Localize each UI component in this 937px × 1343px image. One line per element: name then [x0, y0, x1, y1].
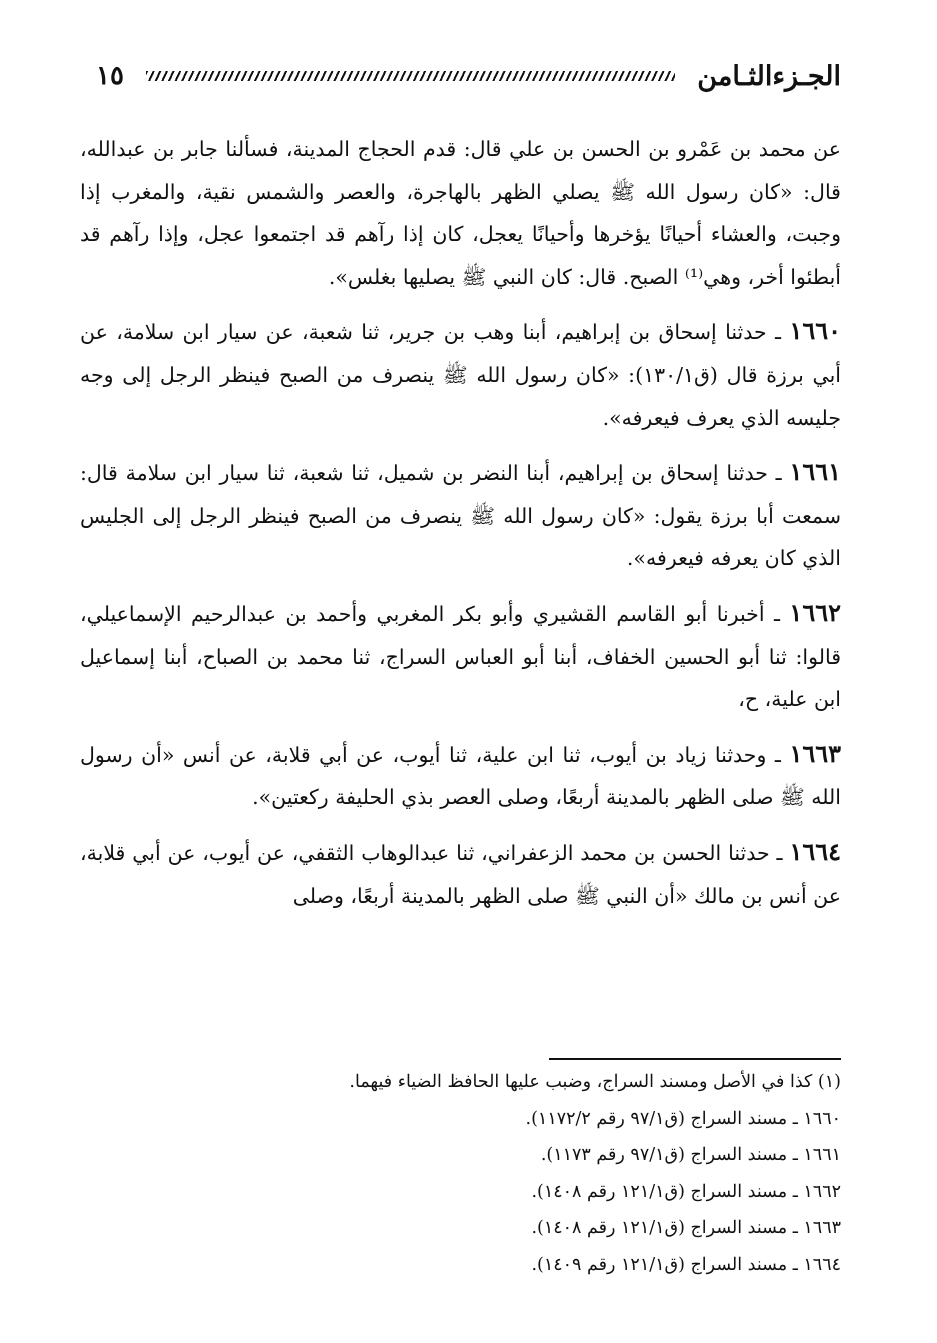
hadith-text: ـ حدثنا الحسن بن محمد الزعفراني، ثنا عبدالوهاب الثقفي، عن أيوب، عن أبي قلابة، عن أنس بن مالك «أن النبي ﷺ صلى الظهر بالمدينة أربعًا، وصلى — [80, 840, 841, 908]
hadith-number: ١٦٦٣ — [789, 738, 841, 768]
hadith-number: ١٦٦٤ — [789, 836, 841, 866]
footnote-divider — [549, 1058, 841, 1060]
running-title: الجـزءالثـامن — [697, 60, 841, 92]
header-hatched-rule — [146, 71, 675, 81]
footnote-item: (١) كذا في الأصل ومسند السراج، وضبب عليها الحافظ الضياء فيهما. — [349, 1072, 841, 1092]
footnote-item: ١٦٦١ ـ مسند السراج (ق٩٧/١ رقم ١١٧٣). — [540, 1145, 841, 1165]
footnote-item: ١٦٦٣ ـ مسند السراج (ق١٢١/١ رقم ١٤٠٨). — [531, 1218, 841, 1238]
hadith-paragraph — [80, 831, 841, 917]
hadith-number: ١٦٦١ — [789, 457, 841, 487]
page-number: ١٥ — [96, 61, 124, 91]
hadith-paragraph — [80, 310, 841, 439]
hadith-text: ـ حدثنا إسحاق بن إبراهيم، أبنا وهب بن جرير، ثنا شعبة، عن سيار ابن سلامة، عن أبي برزة قال (ق١٣٠/١): «كان رسول الله ﷺ ينصرف من الصبح فينظر الرجل إلى وجه جليسه الذي يعرف فيعرفه». — [80, 320, 841, 430]
main-text — [80, 128, 841, 929]
hadith-text: ـ حدثنا إسحاق بن إبراهيم، أبنا النضر بن شميل، ثنا شعبة، ثنا سيار ابن سلامة قال: سمعت أبا برزة يقول: «كان رسول الله ﷺ ينصرف من الصبح فينظر الرجل إلى الجليس الذي كان يعرفه فيعرفه». — [80, 461, 841, 571]
hadith-text: ـ وحدثنا زياد بن أيوب، ثنا ابن علية، ثنا أيوب، عن أبي قلابة، عن أنس «أن رسول الله ﷺ صلى الظهر بالمدينة أربعًا، وصلى العصر بذي الحليفة ركعتين». — [80, 742, 841, 810]
hadith-number: ١٦٦٠ — [789, 316, 841, 346]
footnote-item: ١٦٦٤ ـ مسند السراج (ق١٢١/١ رقم ١٤٠٩). — [531, 1254, 841, 1275]
footnotes — [80, 1058, 841, 1283]
hadith-text: ـ أخبرنا أبو القاسم القشيري وأبو بكر المغربي وأحمد بن عبدالرحيم الإسماعيلي، قالوا: ثنا أبو الحسين الخفاف، أبنا أبو العباس السراج، ثنا محمد بن الصباح، أبنا إسماعيل ابن علية، ح، — [80, 601, 841, 712]
page-header — [96, 56, 841, 96]
hadith-paragraph — [80, 592, 841, 721]
footnote-item: ١٦٦٢ ـ مسند السراج (ق١٢١/١ رقم ١٤٠٨). — [531, 1181, 841, 1202]
hadith-paragraph — [80, 451, 841, 580]
hadith-paragraph — [80, 733, 841, 819]
footnote-item: ١٦٦٠ ـ مسند السراج (ق٩٧/١ رقم ١١٧٢/٢). — [525, 1108, 841, 1129]
intro-paragraph: عن محمد بن عَمْرو بن الحسن بن علي قال: قدم الحجاج المدينة، فسألنا جابر بن عبدالله، قال: «كان رسول الله ﷺ يصلي الظهر بالهاجرة، والعصر والشمس نقية، والمغرب إذا وجبت، والعشاء أحيانًا يؤخرها وأحيانًا يعجل، كان إذا رآهم قد اجتمعوا عجل، وإذا رآهم قد أبطئوا أخر، وهي⁽¹⁾ الصبح. قال: كان النبي ﷺ يصليها بغلس». — [80, 137, 841, 289]
footnote-list — [80, 1064, 841, 1283]
hadith-number: ١٦٦٢ — [789, 597, 841, 627]
